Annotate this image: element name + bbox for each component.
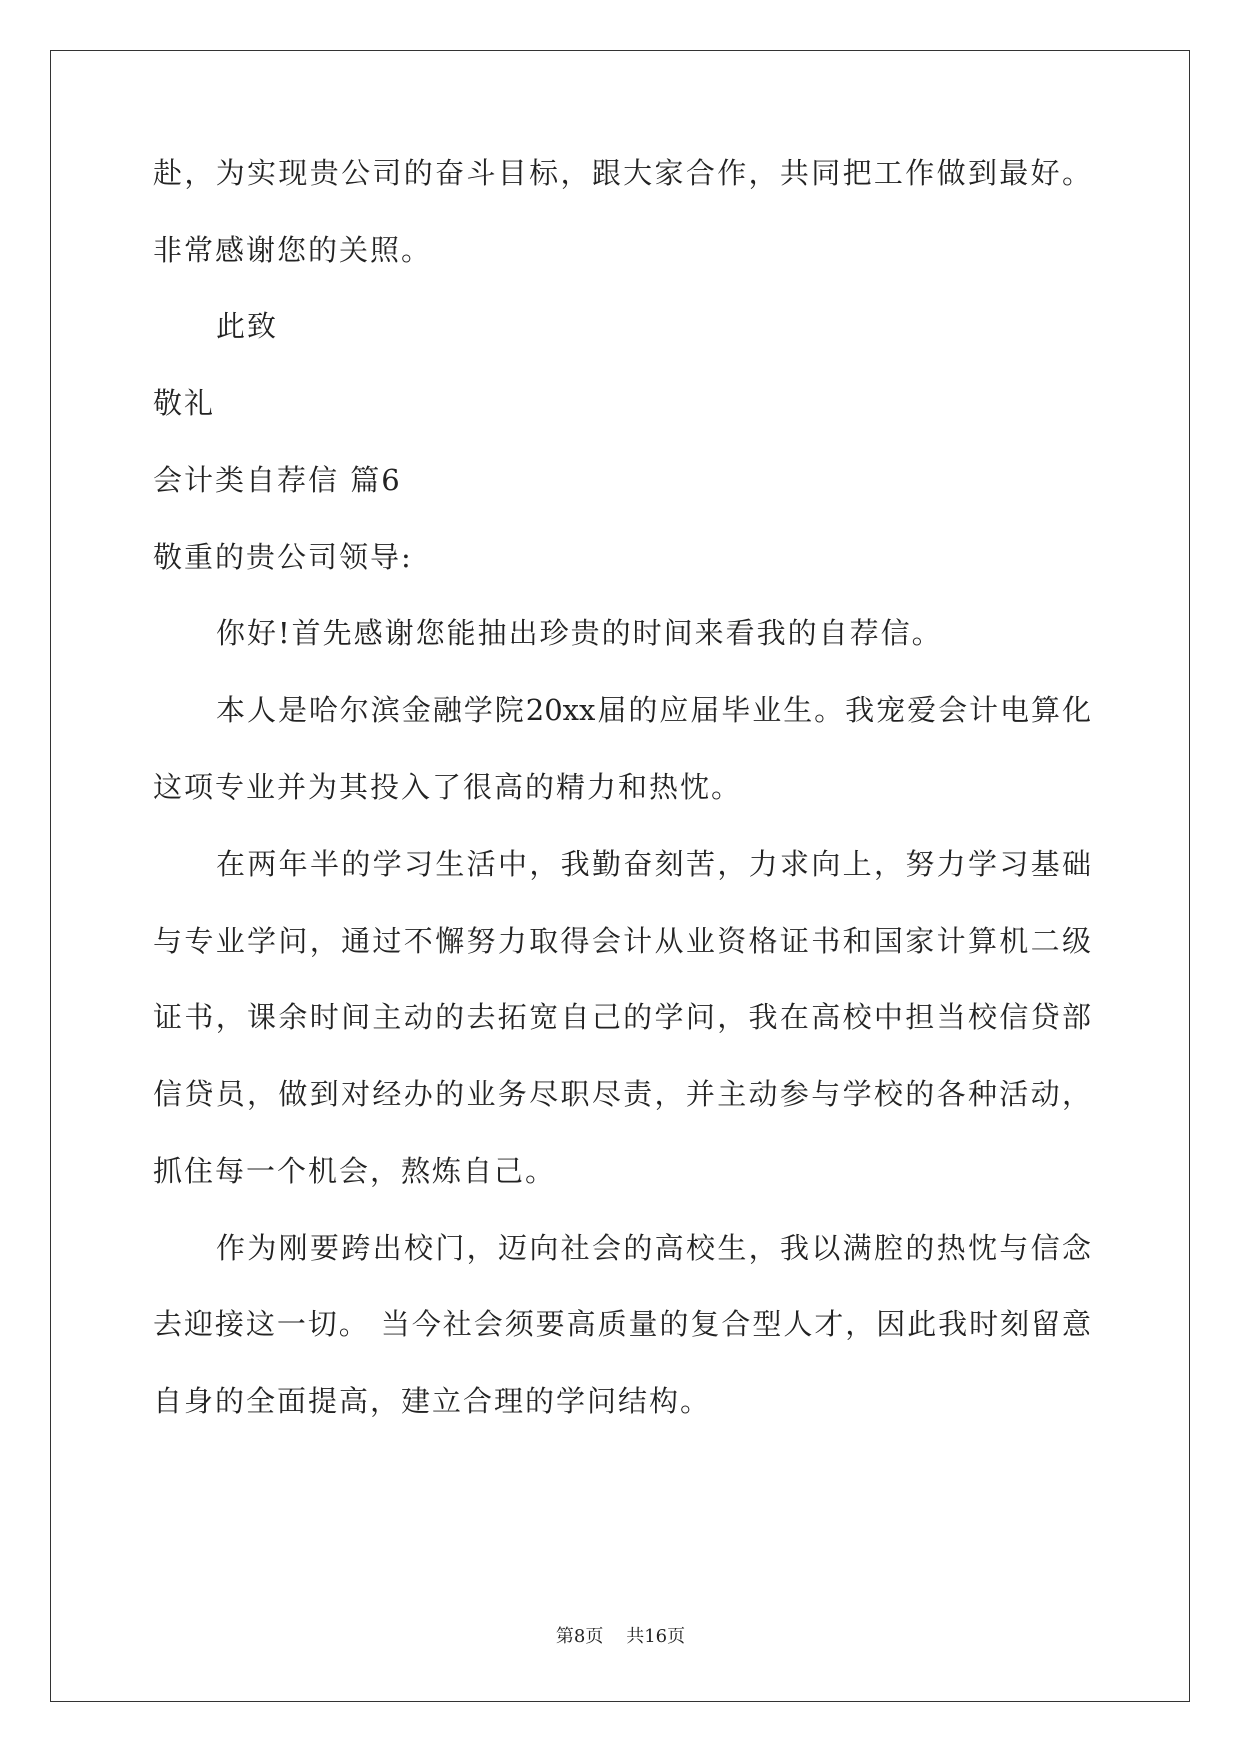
paragraph-line: 你好!首先感谢您能抽出珍贵的时间来看我的自荐信。 [216,616,943,650]
paragraph-line: 这项专业并为其投入了很高的精力和热忱。 [153,770,743,804]
closing-regards: 敬礼 [153,386,216,420]
page-footer [0,1625,1241,1649]
section-heading: 会计类自荐信 篇6 [153,463,402,497]
page-number: 第8页 [555,1626,604,1647]
paragraph-line: 去迎接这一切。 当今社会须要高质量的复合型人才，因此我时刻留意 [153,1307,1091,1341]
paragraph-line: 与专业学问，通过不懈努力取得会计从业资格证书和国家计算机二级 [153,924,1091,958]
paragraph-line: 在两年半的学习生活中，我勤奋刻苦，力求向上，努力学习基础 [216,847,1091,881]
paragraph-line: 非常感谢您的关照。 [153,233,433,267]
paragraph-line: 赴，为实现贵公司的奋斗目标，跟大家合作，共同把工作做到最好。 [153,156,1091,190]
paragraph-line: 信贷员，做到对经办的业务尽职尽责，并主动参与学校的各种活动， [153,1077,1091,1111]
paragraph-line: 作为刚要跨出校门，迈向社会的高校生，我以满腔的热忱与信念 [216,1231,1091,1265]
paragraph-line: 本人是哈尔滨金融学院20xx届的应届毕业生。我宠爱会计电算化 [216,693,1091,727]
greeting: 敬重的贵公司领导: [153,540,413,574]
paragraph-line: 抓住每一个机会，熬炼自己。 [153,1154,557,1188]
paragraph-line: 证书，课余时间主动的去拓宽自己的学问，我在高校中担当校信贷部 [153,1000,1091,1034]
paragraph-line: 自身的全面提高，建立合理的学问结构。 [153,1384,712,1418]
closing-salutation: 此致 [216,309,279,343]
page-total: 共16页 [626,1626,686,1647]
